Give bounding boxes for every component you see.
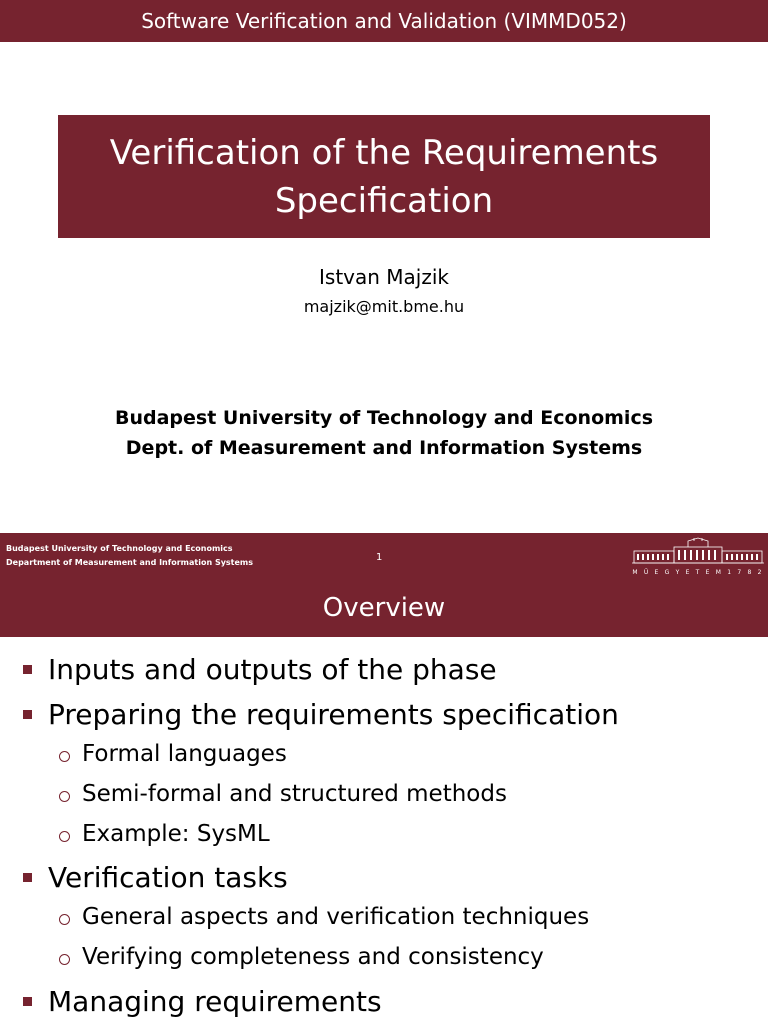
circle-bullet-icon bbox=[59, 954, 70, 965]
bullet-text: Formal languages bbox=[82, 741, 287, 767]
circle-bullet-icon bbox=[59, 914, 70, 925]
bullet-text: Verification tasks bbox=[48, 861, 288, 894]
circle-bullet-icon bbox=[59, 831, 70, 842]
slide-title-line2: Specification bbox=[274, 180, 494, 221]
overview-title: Overview bbox=[322, 593, 446, 623]
footer-line-department: Department of Measurement and Information Systems bbox=[6, 558, 254, 567]
university-name: Budapest University of Technology and Economics bbox=[114, 407, 654, 429]
square-bullet-icon bbox=[23, 710, 32, 719]
footer-affiliation bbox=[6, 542, 253, 570]
bullet-text: Managing requirements bbox=[48, 985, 382, 1018]
bullet-text: Semi-formal and structured methods bbox=[82, 781, 507, 807]
department-name: Dept. of Measurement and Information Systems bbox=[125, 437, 643, 459]
footer-line-university: Budapest University of Technology and Economics bbox=[6, 544, 233, 553]
overview-header bbox=[0, 579, 768, 637]
bullet-text: General aspects and verification techniques bbox=[82, 904, 590, 930]
bullet-text: Example: SysML bbox=[82, 821, 270, 847]
bullet-text: Preparing the requirements specification bbox=[48, 698, 619, 731]
page-number: 1 bbox=[376, 552, 383, 563]
slide-title-box bbox=[58, 115, 710, 238]
affiliation bbox=[0, 403, 768, 463]
slide-title-line1: Verification of the Requirements bbox=[109, 132, 659, 173]
circle-bullet-icon bbox=[59, 791, 70, 802]
square-bullet-icon bbox=[23, 665, 32, 674]
course-header bbox=[0, 0, 768, 42]
square-bullet-icon bbox=[23, 997, 32, 1006]
logo-text: M Ű E G Y E T E M 1 7 8 2 bbox=[632, 569, 764, 576]
slide-footer bbox=[0, 533, 768, 579]
bullet-text: Inputs and outputs of the phase bbox=[48, 653, 497, 686]
university-logo-icon bbox=[630, 537, 766, 577]
course-title: Software Verification and Validation (VIMMD052) bbox=[141, 9, 627, 33]
author-email: majzik@mit.bme.hu bbox=[303, 297, 465, 316]
circle-bullet-icon bbox=[59, 751, 70, 762]
bullet-text: Verifying completeness and consistency bbox=[82, 944, 544, 970]
author-name: Istvan Majzik bbox=[319, 265, 449, 289]
square-bullet-icon bbox=[23, 873, 32, 882]
